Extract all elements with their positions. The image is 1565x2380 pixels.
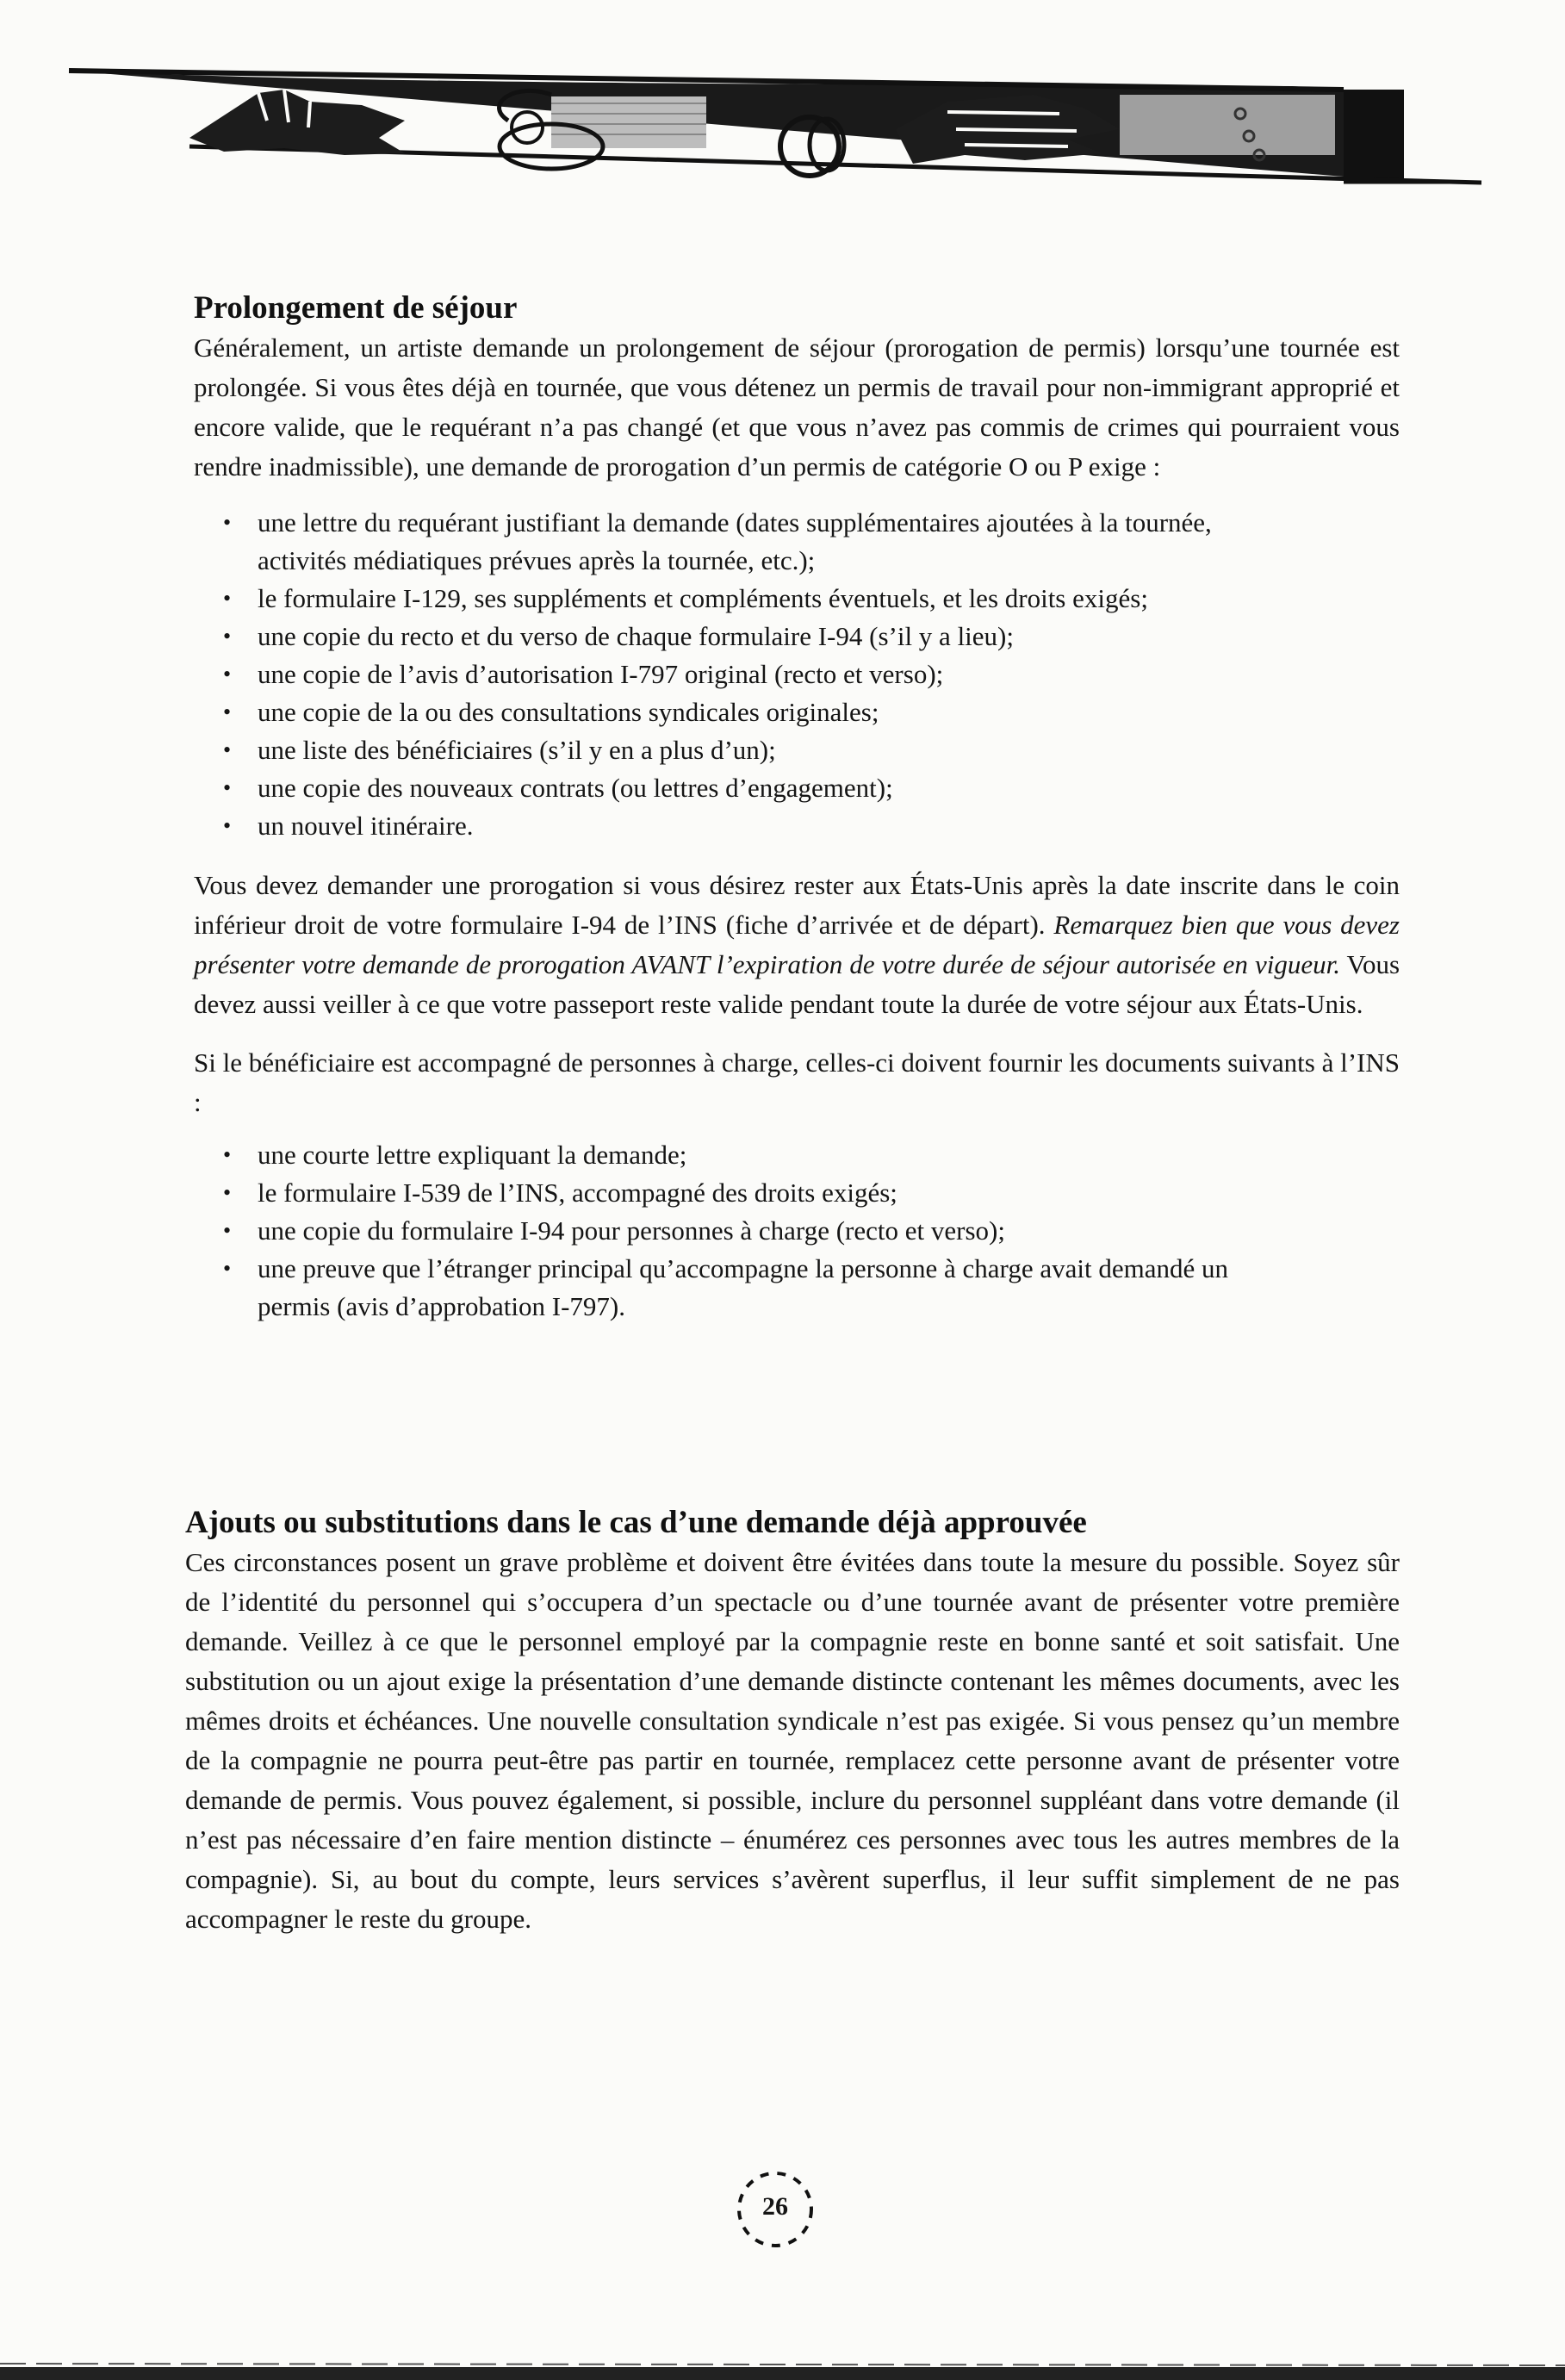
section-prolongement bbox=[194, 289, 1400, 1326]
list-item: • une copie des nouveaux contrats (ou lettres d’engagement); bbox=[194, 769, 1239, 807]
section-ajouts bbox=[185, 1503, 1400, 1939]
list-item: • une lettre du requérant justifiant la demande (dates supplémentaires ajoutées à la tournée, activités médiatiques prévues après la tournée, etc.); bbox=[194, 504, 1239, 580]
list-item: • une copie de l’avis d’autorisation I-797 original (recto et verso); bbox=[194, 656, 1239, 693]
bullet-icon: • bbox=[223, 662, 232, 687]
bullet-icon: • bbox=[223, 737, 232, 762]
section-title: Prolongement de séjour bbox=[194, 290, 518, 326]
page-number bbox=[732, 2166, 818, 2253]
bullet-icon: • bbox=[223, 1180, 232, 1205]
requirements-list bbox=[194, 504, 1400, 845]
list-item: • une liste des bénéficiaires (s’il y en a plus d’un); bbox=[194, 731, 1239, 769]
bullet-icon: • bbox=[223, 813, 232, 838]
section-title: Ajouts ou substitutions dans le cas d’une demande déjà approuvée bbox=[185, 1505, 1087, 1540]
bullet-icon: • bbox=[223, 1256, 232, 1281]
bullet-icon: • bbox=[223, 699, 232, 724]
list-item: • le formulaire I-129, ses suppléments et compléments éventuels, et les droits exigés; bbox=[194, 580, 1239, 618]
bullet-icon: • bbox=[223, 1218, 232, 1243]
bottom-edge bbox=[0, 2358, 1565, 2380]
list-item: • un nouvel itinéraire. bbox=[194, 807, 1239, 845]
list-item: • une courte lettre expliquant la demande; bbox=[194, 1136, 1239, 1174]
list-item: • le formulaire I-539 de l’INS, accompagné des droits exigés; bbox=[194, 1174, 1239, 1212]
bullet-icon: • bbox=[223, 775, 232, 800]
prorogation-paragraph: Vous devez demander une prorogation si vous désirez rester aux États-Unis après la date inscrite dans le coin inférieur droit de votre formulaire I-94 de l’INS (fiche d’arrivée et de départ). Remarquez bien que vous devez présenter votre demande de prorogation AVANT l’expiration de votre durée de séjour autorisée en vigueur. Vous devez aussi veiller à ce que votre passeport reste valide pendant toute la durée de votre séjour aux États-Unis. bbox=[194, 870, 1400, 1019]
list-item: • une copie du formulaire I-94 pour personnes à charge (recto et verso); bbox=[194, 1212, 1239, 1250]
bullet-icon: • bbox=[223, 510, 232, 535]
bullet-icon: • bbox=[223, 1142, 232, 1167]
body-paragraph: Ces circonstances posent un grave problème et doivent être évitées dans toute la mesure du possible. Soyez sûr de l’identité du personnel qui s’occupera d’un spectacle ou d’une tournée avant de présenter votre première demande. Veillez à ce que le personnel employé par la compagnie reste en bonne santé et soit satisfait. Une substitution ou un ajout exige la présentation d’une demande distincte contenant les mêmes documents, avec les mêmes droits et échéances. Une nouvelle consultation syndicale n’est pas exigée. Si vous pensez qu’un membre de la compagnie ne pourra peut-être pas partir en tournée, remplacez cette personne avant de présenter votre demande de permis. Vous pouvez également, si possible, inclure du personnel suppléant dans votre demande (il n’est pas nécessaire d’en faire mention distincte – énumérez ces personnes avec tous les autres membres de la compagnie). Si, au bout du compte, leurs services s’avèrent superflus, il leur suffit simplement de ne pas accompagner le reste du groupe. bbox=[185, 1547, 1400, 1934]
bullet-icon: • bbox=[223, 586, 232, 611]
list-item: • une copie de la ou des consultations syndicales originales; bbox=[194, 693, 1239, 731]
dependents-list bbox=[194, 1136, 1400, 1326]
bullet-icon: • bbox=[223, 624, 232, 649]
intro-paragraph: Généralement, un artiste demande un prolongement de séjour (prorogation de permis) lorsqu’une tournée est prolongée. Si vous êtes déjà en tournée, que vous détenez un permis de travail pour non-immigrant approprié et encore valide, que le requérant n’a pas changé (et que vous n’avez pas commis de crimes qui pourraient vous rendre inadmissible), une demande de prorogation d’un permis de catégorie O ou P exige : bbox=[194, 332, 1400, 482]
list-item: • une copie du recto et du verso de chaque formulaire I-94 (s’il y a lieu); bbox=[194, 618, 1239, 656]
list-item: • une preuve que l’étranger principal qu’accompagne la personne à charge avait demandé un permis (avis d’approbation I-797). bbox=[194, 1250, 1239, 1326]
header-illustration bbox=[0, 0, 1565, 224]
dependents-paragraph: Si le bénéficiaire est accompagné de personnes à charge, celles-ci doivent fournir les documents suivants à l’INS : bbox=[194, 1047, 1400, 1117]
emphasis-note: Remarquez bien que vous devez présenter votre demande de prorogation AVANT l’expiration de votre durée de séjour autorisée en vigueur. bbox=[194, 910, 1400, 979]
page-number-label: 26 bbox=[762, 2192, 788, 2221]
